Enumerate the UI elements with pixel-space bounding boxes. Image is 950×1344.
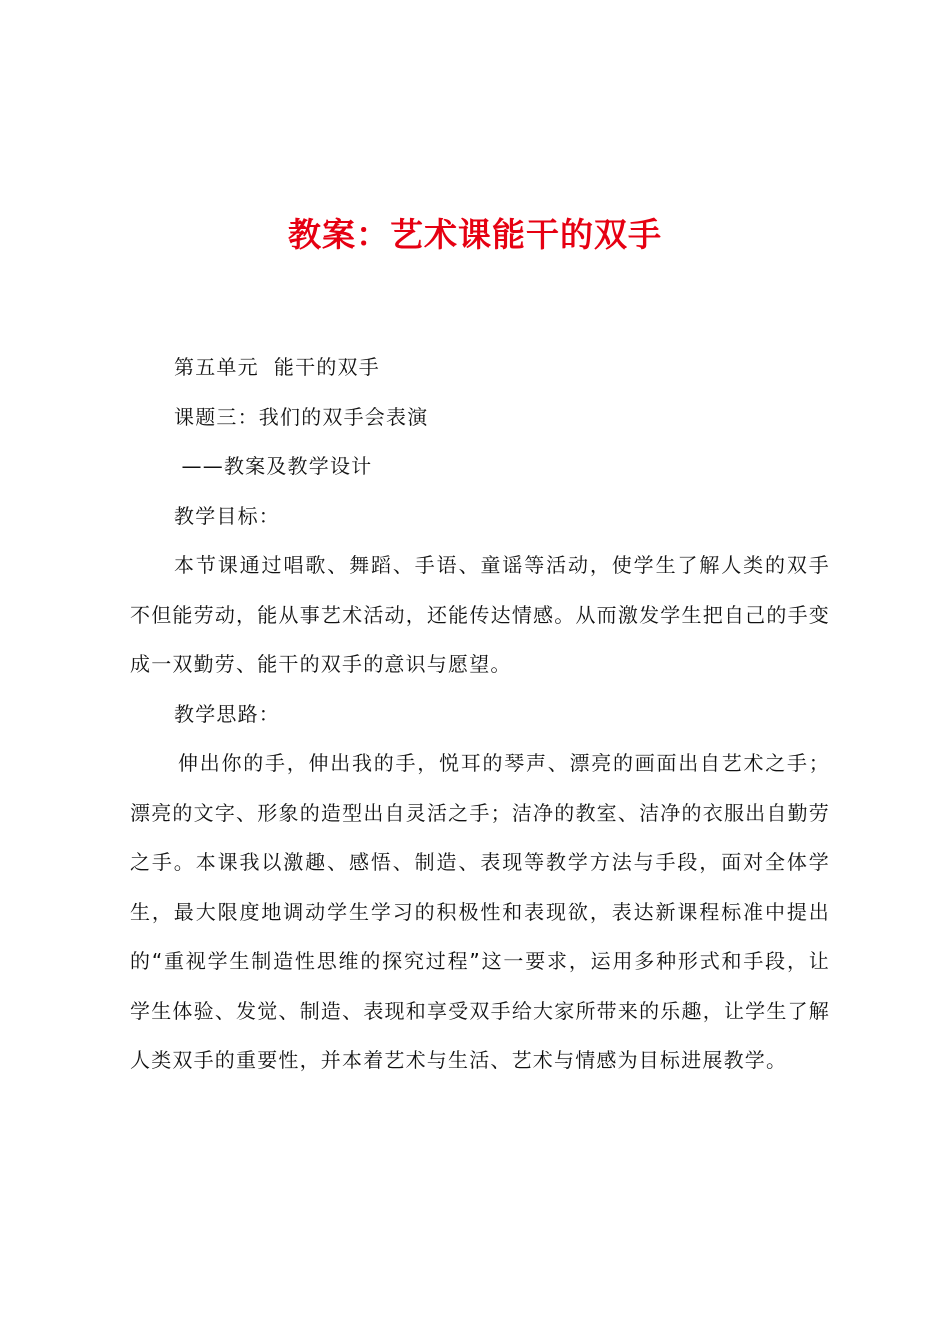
document-body [130, 343, 830, 1086]
objectives-paragraph: 本节课通过唱歌、舞蹈、手语、童谣等活动，使学生了解人类的双手不但能劳动，能从事艺术活动，还能传达情感。从而激发学生把自己的手变成一双勤劳、能干的双手的意识与愿望。 [130, 553, 830, 676]
topic-line: 课题三：我们的双手会表演 [174, 404, 429, 429]
approach-paragraph: 伸出你的手，伸出我的手，悦耳的琴声、漂亮的画面出自艺术之手；漂亮的文字、形象的造型出自灵活之手；洁净的教室、洁净的衣服出自勤劳之手。本课我以激趣、感悟、制造、表现等教学方法与手段，面对全体学生，最大限度地调动学生学习的积极性和表现欲，表达新课程标准中提出的“重视学生制造性思维的探究过程”这一要求，运用多种形式和手段，让学生体验、发觉、制造、表现和享受双手给大家所带来的乐趣，让学生了解人类双手的重要性，并本着艺术与生活、艺术与情感为目标进展教学。 [130, 751, 830, 1072]
approach-heading: 教学思路： [174, 701, 280, 726]
unit-line: 第五单元 能干的双手 [174, 355, 380, 379]
subtitle-line: ——教案及教学设计 [174, 454, 373, 478]
objectives-heading: 教学目标： [174, 503, 280, 528]
document-title: 教案：艺术课能干的双手 [288, 215, 662, 254]
